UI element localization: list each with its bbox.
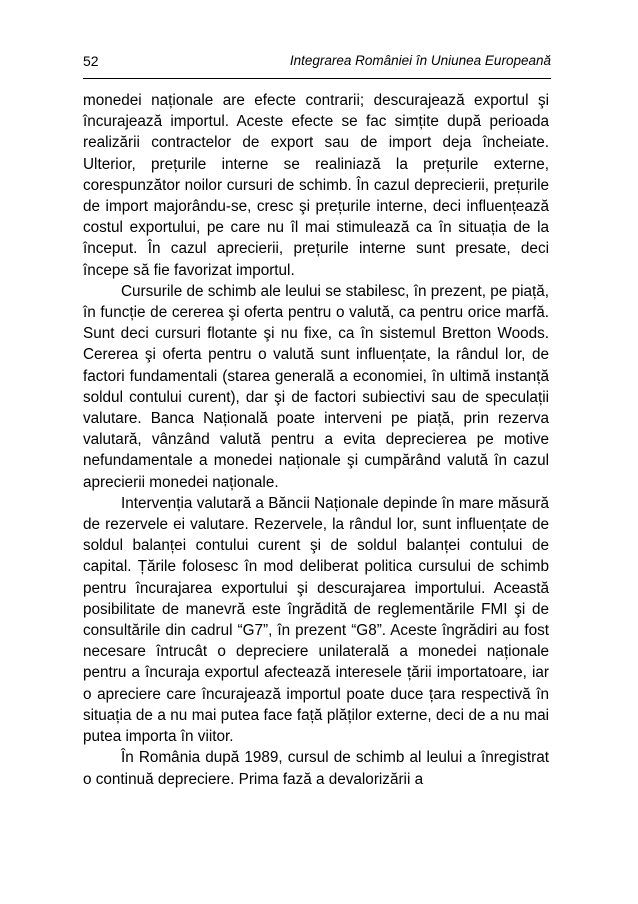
running-title: Integrarea României în Uniunea Europeană: [289, 53, 551, 68]
paragraph-continuation: monedei naționale are efecte contrarii; descurajează exportul şi încurajează importul. Aceste efecte se fac simțite după perioada realizării contractelor de export sau de import deja încheiate. Ulterior, prețurile interne se realiniază la prețurile externe, corespunzător noilor cursuri de schimb. În cazul deprecierii, prețurile de import majorându-se, cresc şi prețurile interne, deci influențează costul exportului, pe care nu îl mai stimulează ca în situația de la început. În cazul aprecierii, prețurile interne sunt presate, deci începe să fie favorizat importul.: [83, 92, 549, 279]
page-number: 52: [83, 53, 99, 69]
header-rule: [83, 78, 551, 79]
paragraph-romania-depreciation: În România după 1989, cursul de schimb al leului a înregistrat o continuă depreciere. Prima fază a devalorizării a: [83, 749, 549, 788]
body-text: [83, 90, 549, 790]
paragraph-exchange-rates: Cursurile de schimb ale leului se stabilesc, în prezent, pe piață, în funcție de cererea şi oferta pentru o valută, ca pentru orice marfă. Sunt deci cursuri flotante şi nu fixe, ca în sistemul Bretton Woods. Cererea şi oferta pentru o valută sunt influențate, la rândul lor, de factori fundamentali (starea generală a economiei, în ultimă instanță soldul contului curent), dar şi de factori subiectivi sau de speculații valutare. Banca Națională poate interveni pe piață, prin rezerva valutară, vânzând valută pentru a evita deprecierea pe motive nefundamentale a monedei naționale şi cumpărând valută în cazul aprecierii monedei naționale.: [83, 282, 549, 491]
page-header: [83, 50, 551, 72]
paragraph-currency-intervention: Intervenția valutară a Băncii Naționale depinde în mare măsură de rezervele ei valutare. Rezervele, la rândul lor, sunt influențate de soldul balanței contului curent şi de soldul balanței contului de capital. Țările folosesc în mod deliberat politica cursului de schimb pentru încurajarea exportului şi descurajarea importului. Această posibilitate de manevră este îngrădită de reglementările FMI şi de consultările din cadrul “G7”, în prezent “G8”. Aceste îngrădiri au fost necesare întrucât o depreciere unilaterală a monedei naționale pentru a încuraja exportul afectează interesele țării importatoare, iar o apreciere care încurajează importul poate duce țara respectivă în situația de a nu mai putea face față plăților externe, deci de a nu mai putea importa în viitor.: [83, 494, 549, 746]
